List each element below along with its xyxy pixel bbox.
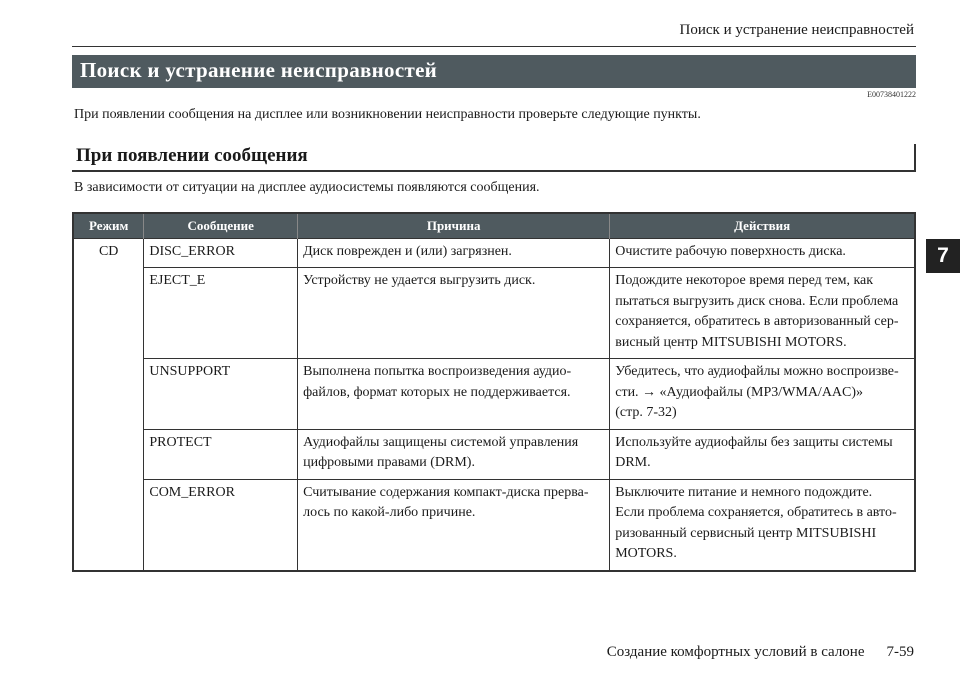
table-body — [73, 238, 915, 571]
action-line: сохраняется, обратитесь в авторизованный сер- — [615, 314, 899, 329]
cause-line: Диск поврежден и (или) загрязнен. — [303, 243, 512, 259]
action-line: MOTORS. — [615, 546, 677, 561]
header-action: Действия — [610, 213, 915, 238]
action-cell — [610, 479, 915, 571]
cause-cell — [298, 359, 610, 430]
cause-cell — [298, 429, 610, 479]
cause-line: лось по какой-либо причине. — [303, 505, 476, 520]
cause-cell — [298, 268, 610, 359]
cause-line: Выполнена попытка воспроизведения аудио- — [303, 364, 572, 379]
action-cell — [610, 359, 915, 430]
message-cell: UNSUPPORT — [144, 359, 298, 430]
context-paragraph: В зависимости от ситуации на дисплее аудиосистемы появляются сообщения. — [74, 180, 540, 195]
action-cell — [610, 268, 915, 359]
cause-line: Аудиофайлы защищены системой управления — [303, 434, 579, 450]
message-cell: EJECT_E — [144, 268, 298, 359]
action-line: Подождите некоторое время перед тем, как — [615, 273, 874, 288]
cause-cell — [298, 238, 610, 268]
action-line: Очистите рабочую поверхность диска. — [615, 243, 846, 259]
section-title: Поиск и устранение неисправностей — [72, 55, 916, 88]
page-number: 7-59 — [886, 644, 914, 660]
header-cause: Причина — [298, 213, 610, 238]
messages-table — [72, 212, 916, 572]
subsection-heading — [72, 144, 916, 172]
action-cell — [610, 429, 915, 479]
table-row — [73, 238, 915, 268]
action-line: сти. → «Аудиофайлы (MP3/WMA/AAC)» — [615, 384, 864, 400]
message-cell: PROTECT — [144, 429, 298, 479]
table-row — [73, 268, 915, 359]
message-cell: DISC_ERROR — [144, 238, 298, 268]
page-footer — [607, 644, 914, 661]
action-line: пытаться выгрузить диск снова. Если проблема — [615, 293, 899, 309]
action-line: висный центр MITSUBISHI MOTORS. — [615, 334, 847, 350]
action-line: ризованный сервисный центр MITSUBISHI — [615, 525, 877, 541]
header-mode: Режим — [73, 213, 144, 238]
running-header: Поиск и устранение неисправностей — [679, 22, 914, 38]
message-cell: COM_ERROR — [144, 479, 298, 571]
header-rule — [72, 46, 916, 47]
table-row — [73, 479, 915, 571]
table-header-row — [73, 213, 915, 238]
cause-line: файлов, формат которых не поддерживается. — [303, 384, 571, 400]
action-line: Убедитесь, что аудиофайлы можно воспроизве- — [615, 364, 899, 379]
subsection-title: При появлении сообщения — [76, 145, 308, 166]
table-row — [73, 429, 915, 479]
action-line: Используйте аудиофайлы без защиты системы — [615, 434, 893, 450]
action-line: DRM. — [615, 455, 651, 470]
mode-cell: CD — [73, 238, 144, 571]
action-line: (стр. 7-32) — [615, 405, 677, 420]
document-code: E00738401222 — [867, 90, 916, 99]
cause-cell — [298, 479, 610, 571]
table-row — [73, 359, 915, 430]
header-message: Сообщение — [144, 213, 298, 238]
intro-paragraph: При появлении сообщения на дисплее или возникновении неисправности проверьте следующие пункты. — [74, 107, 701, 122]
chapter-tab: 7 — [926, 239, 960, 273]
footer-chapter-title: Создание комфортных условий в салоне — [606, 644, 865, 660]
action-line: Выключите питание и немного подождите. — [615, 484, 873, 500]
cause-line: Считывание содержания компакт-диска прерва- — [303, 484, 589, 500]
cause-line: Устройству не удается выгрузить диск. — [303, 273, 536, 288]
cause-line: цифровыми правами (DRM). — [303, 455, 475, 470]
action-line: Если проблема сохраняется, обратитесь в авто- — [615, 505, 897, 520]
action-cell — [610, 238, 915, 268]
